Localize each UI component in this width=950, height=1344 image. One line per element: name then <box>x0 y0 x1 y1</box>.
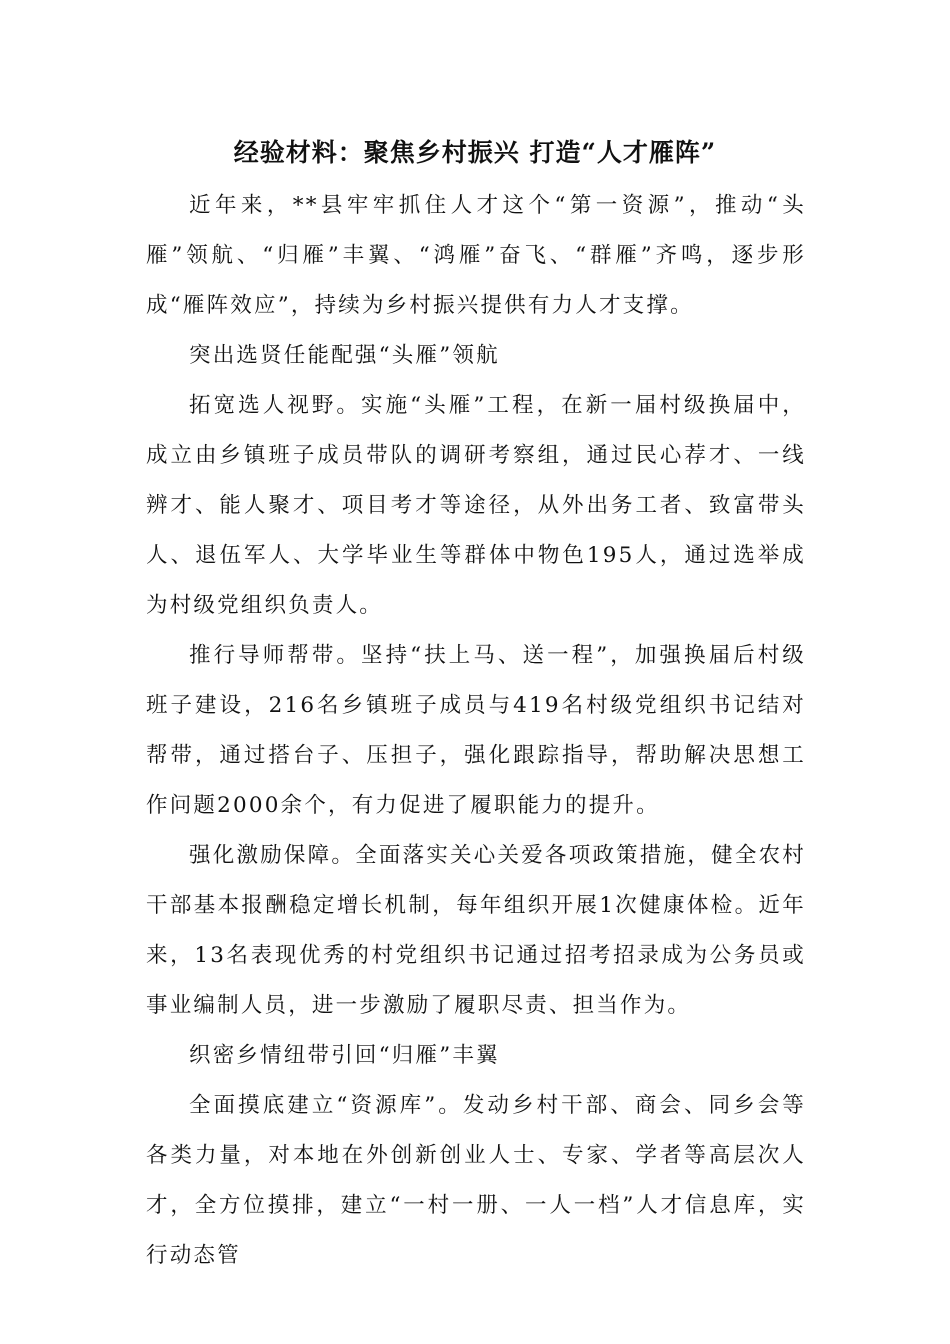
paragraph-intro: 近年来，**县牢牢抓住人才这个“第一资源”，推动“头雁”领航、“归雁”丰翼、“鸿雁”奋飞、“群雁”齐鸣，逐步形成“雁阵效应”，持续为乡村振兴提供有力人才支撑。 <box>146 193 806 318</box>
section-heading-1: 突出选贤任能配强“头雁”领航 <box>189 343 500 368</box>
paragraph-mentoring: 推行导师帮带。坚持“扶上马、送一程”，加强换届后村级班子建设，216名乡镇班子成员与419名村级党组织书记结对帮带，通过搭台子、压担子，强化跟踪指导，帮助解决思想工作问题2000余个，有力促进了履职能力的提升。 <box>146 643 806 818</box>
document-title: 经验材料：聚焦乡村振兴 打造“人才雁阵” <box>233 138 717 167</box>
paragraph-incentives: 强化激励保障。全面落实关心关爱各项政策措施，健全农村干部基本报酬稳定增长机制，每年组织开展1次健康体检。近年来，13名表现优秀的村党组织书记通过招考招录成为公务员或事业编制人员，进一步激励了履职尽责、担当作为。 <box>146 843 806 1018</box>
document-body <box>146 181 806 1281</box>
section-heading-2: 织密乡情纽带引回“归雁”丰翼 <box>189 1043 500 1068</box>
paragraph-resource-library: 全面摸底建立“资源库”。发动乡村干部、商会、同乡会等各类力量，对本地在外创新创业人士、专家、学者等高层次人才，全方位摸排，建立“一村一册、一人一档”人才信息库，实行动态管 <box>146 1093 806 1268</box>
paragraph-broaden-selection: 拓宽选人视野。实施“头雁”工程，在新一届村级换届中，成立由乡镇班子成员带队的调研考察组，通过民心荐才、一线辨才、能人聚才、项目考才等途径，从外出务工者、致富带头人、退伍军人、大学毕业生等群体中物色195人，通过选举成为村级党组织负责人。 <box>146 393 806 618</box>
